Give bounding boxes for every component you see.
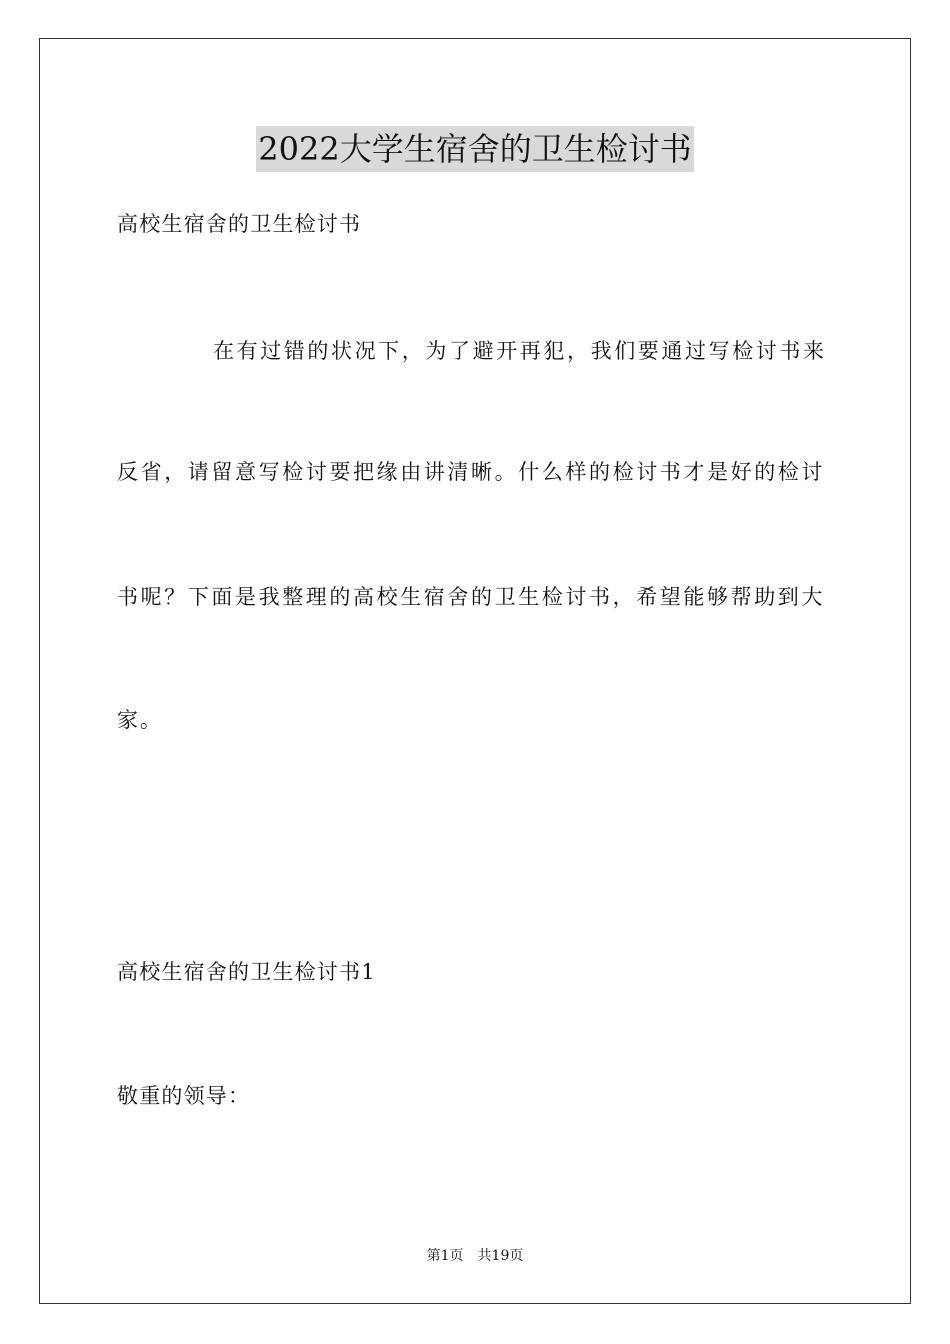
intro-paragraph-line-4: 家。 [117,708,163,732]
document-title [0,126,950,172]
intro-paragraph-line-3: 书呢？下面是我整理的高校生宿舍的卫生检讨书，希望能够帮助到大 [117,585,825,609]
intro-paragraph-line-1: 在有过错的状况下，为了避开再犯，我们要通过写检讨书来 [213,339,827,363]
page-total: 共19页 [477,1248,524,1264]
intro-paragraph-line-2: 反省，请留意写检讨要把缘由讲清晰。什么样的检讨书才是好的检讨 [117,460,825,484]
page-footer [0,1246,950,1266]
section-heading: 高校生宿舍的卫生检讨书1 [117,960,376,984]
document-subtitle: 高校生宿舍的卫生检讨书 [117,212,362,236]
salutation: 敬重的领导： [117,1084,251,1108]
document-title-text: 2022大学生宿舍的卫生检讨书 [256,126,693,172]
page-number: 第1页 [426,1248,464,1264]
